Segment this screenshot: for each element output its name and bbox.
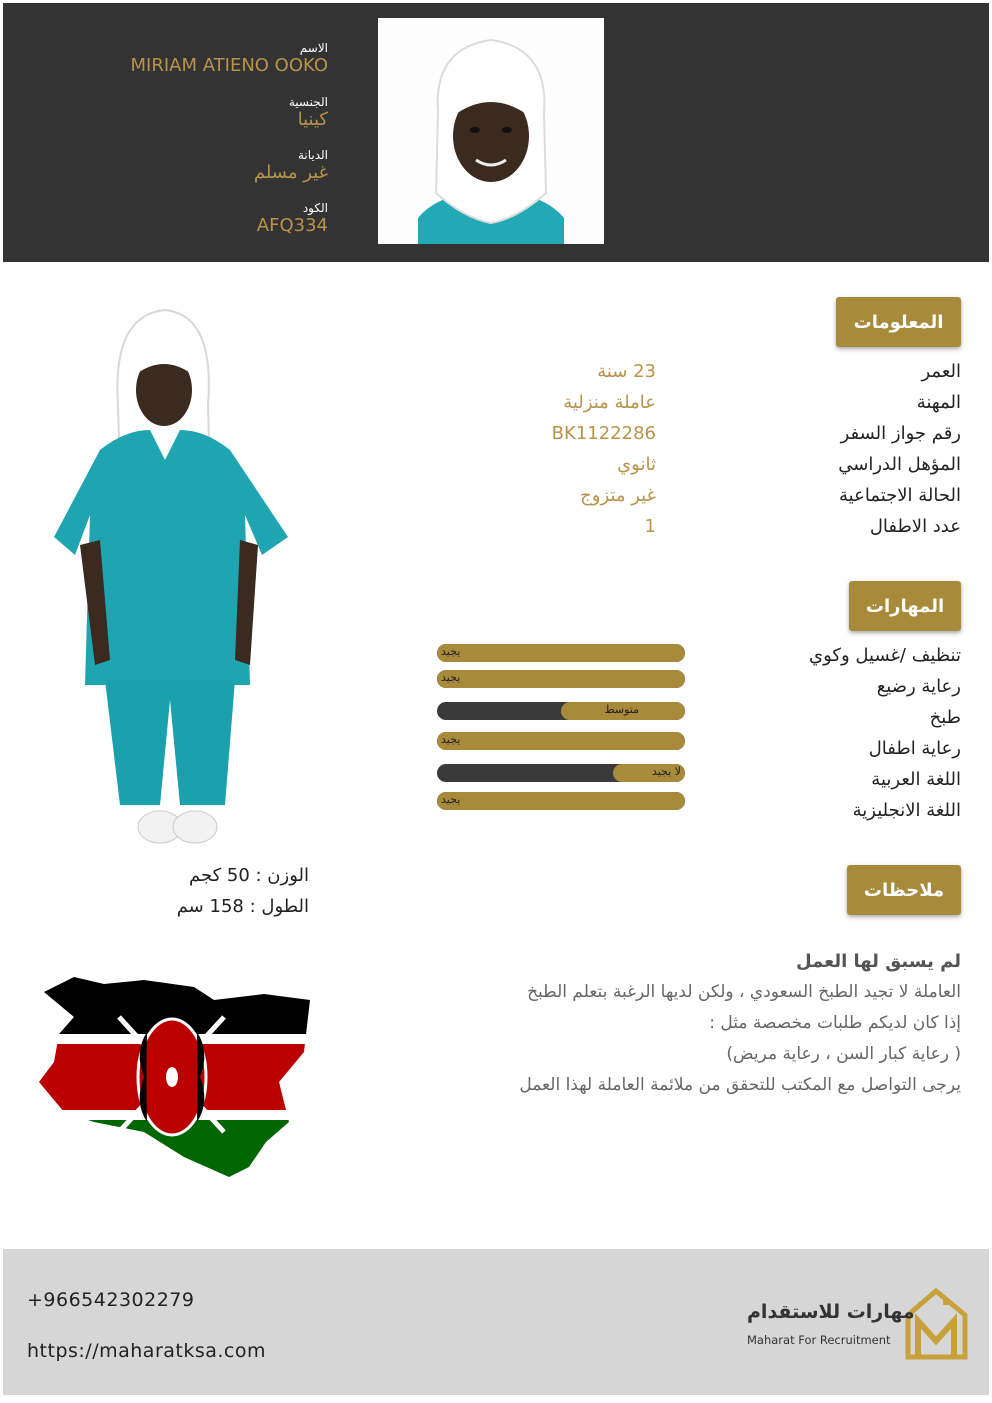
info-row-children (311, 516, 961, 547)
info-section-title: المعلومات (836, 297, 961, 347)
code-label: الكود (302, 201, 328, 215)
info-value: 23 سنة (597, 361, 656, 382)
skill-level-text: متوسط (604, 703, 639, 716)
nationality-block (289, 95, 328, 130)
info-row-marital-status (311, 485, 961, 516)
worker-name: MIRIAM ATIENO OOKO (130, 55, 328, 76)
skill-label: تنظيف /غسيل وكوي (809, 645, 961, 666)
height-text: الطول : 158 سم (176, 896, 309, 917)
notes-line: يرجى التواصل مع المكتب للتحقق من ملائمة العاملة لهذا العمل (519, 1075, 961, 1095)
skill-level-fill (437, 792, 685, 810)
skill-level-bar (437, 644, 685, 662)
portrait-photo (378, 18, 604, 244)
skill-level-bar (437, 702, 685, 720)
religion-value: غير مسلم (253, 162, 328, 183)
info-row-age (311, 361, 961, 392)
info-label: العمر (921, 361, 961, 382)
skill-level-fill (437, 670, 685, 688)
info-row-profession (311, 392, 961, 423)
notes-text (401, 946, 961, 1101)
logo-text-english: Maharat For Recruitment (747, 1333, 891, 1347)
skill-level-fill (437, 732, 685, 750)
info-row-passport (311, 423, 961, 454)
info-label: رقم جواز السفر (840, 423, 961, 444)
phone-number[interactable]: +966542302279 (27, 1289, 195, 1311)
logo-text-arabic: مهارات للاستقدام (747, 1301, 915, 1323)
religion-label: الديانة (297, 148, 328, 162)
notes-line: لم يسبق لها العمل (796, 951, 961, 972)
name-label: الاسم (299, 41, 328, 55)
website-link[interactable]: https://maharatksa.com (27, 1340, 267, 1362)
skill-level-text: يجيد (441, 793, 461, 806)
notes-section-title: ملاحظات (847, 865, 961, 915)
nationality-value: كينيا (297, 109, 328, 130)
notes-line: العاملة لا تجيد الطبخ السعودي ، ولكن لديها الرغبة بتعلم الطبخ (527, 982, 961, 1002)
footer (3, 1249, 989, 1395)
skill-label: اللغة العربية (871, 769, 961, 790)
kenya-flag-map (34, 972, 314, 1182)
info-label: عدد الاطفال (869, 516, 961, 537)
maharat-logo (743, 1285, 973, 1361)
nationality-label: الجنسية (288, 95, 328, 109)
full-body-photo (40, 305, 300, 860)
info-value: ثانوي (617, 454, 656, 475)
skill-level-text: يجيد (441, 671, 461, 684)
info-label: المؤهل الدراسي (838, 454, 961, 475)
info-label: الحالة الاجتماعية (839, 485, 961, 506)
notes-line: إذا كان لديكم طلبات مخصصة مثل : (709, 1013, 961, 1033)
weight-text: الوزن : 50 كجم (189, 865, 309, 886)
skill-level-bar (437, 670, 685, 688)
skill-level-text: يجيد (441, 733, 461, 746)
religion-block (254, 148, 328, 183)
skills-section-title: المهارات (849, 581, 961, 631)
skill-label: اللغة الانجليزية (852, 800, 961, 821)
skill-label: رعاية اطفال (868, 738, 961, 759)
info-label: المهنة (916, 392, 961, 413)
notes-line: ( رعاية كبار السن ، رعاية مريض) (726, 1044, 961, 1064)
skill-level-fill (437, 644, 685, 662)
skill-label: طبخ (929, 707, 961, 728)
info-value: BK1122286 (551, 423, 656, 444)
skill-level-text: يجيد (441, 645, 461, 658)
skill-level-bar (437, 732, 685, 750)
skill-level-bar (437, 792, 685, 810)
info-value: عاملة منزلية (563, 392, 656, 413)
skill-level-bar (437, 764, 685, 782)
skill-label: رعاية رضيع (876, 676, 961, 697)
name-block (131, 41, 329, 76)
worker-code: AFQ334 (256, 215, 328, 236)
skill-level-text: لا يجيد (651, 765, 681, 778)
info-value: 1 (644, 516, 656, 537)
info-row-education (311, 454, 961, 485)
info-value: غير متزوج (580, 485, 656, 506)
code-block (257, 201, 328, 236)
